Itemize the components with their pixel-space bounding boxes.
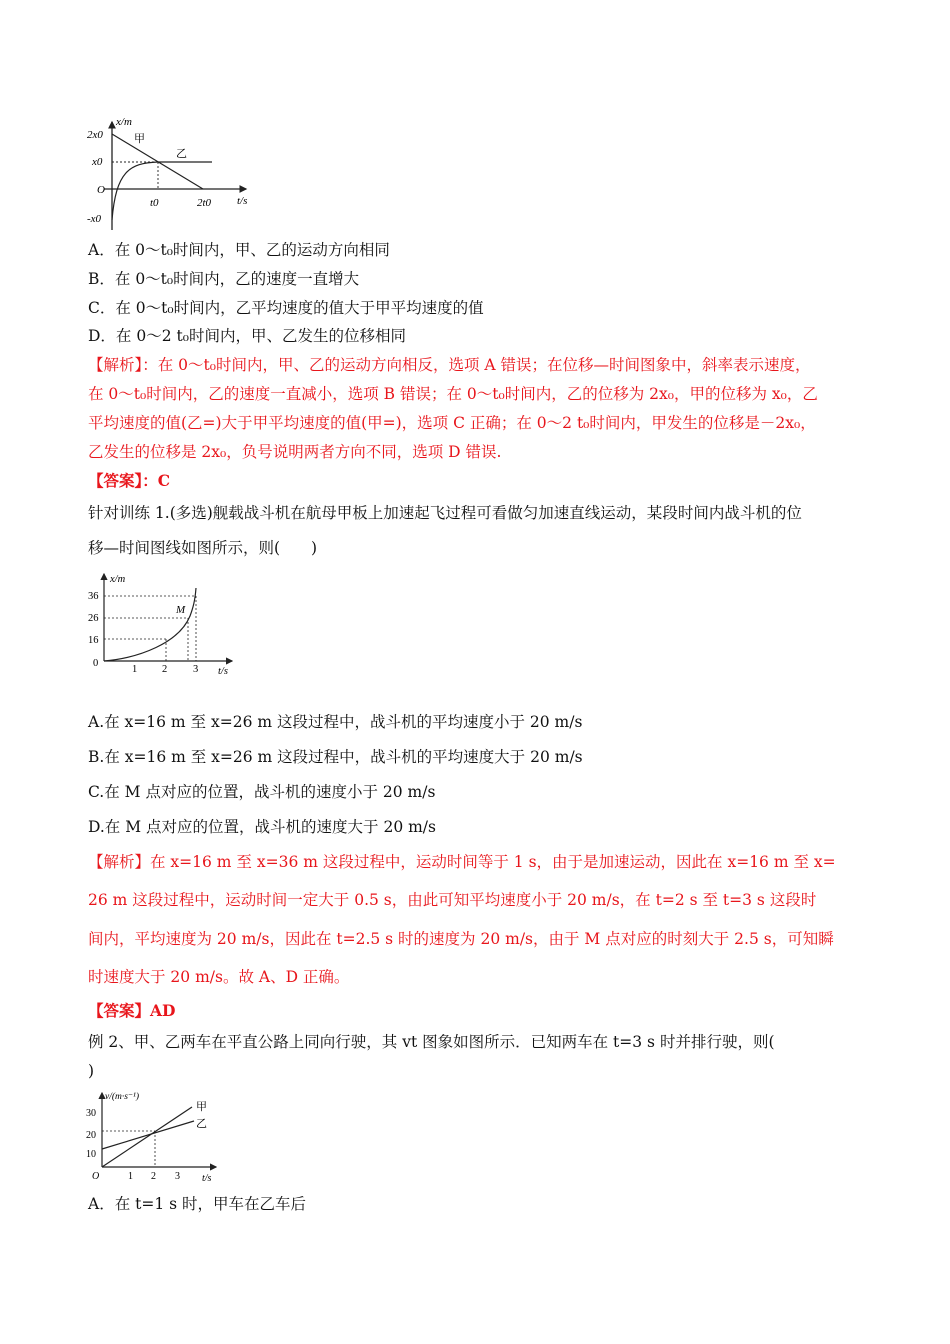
tick-2: 2 (151, 1171, 156, 1182)
tick-1: 1 (132, 664, 138, 675)
tick-0: 0 (93, 658, 99, 669)
q1-analysis-line-4: 乙发生的位移是 2x₀，负号说明两者方向不同，选项 D 错误. (88, 443, 502, 461)
line-jia (102, 1107, 192, 1167)
tick-2t0: 2t0 (197, 197, 212, 209)
tick-1: 1 (128, 1171, 133, 1182)
q1-analysis-line-3: 平均速度的值(乙=)大于甲平均速度的值(甲=)，选项 C 正确；在 0～2 t₀时间内，甲发生的位移是－2x₀， (88, 414, 816, 432)
tick-x0: x0 (92, 156, 103, 168)
tick-16: 16 (88, 635, 99, 646)
q2-analysis-line-4: 时速度大于 20 m/s。故 A、D 正确。 (88, 968, 350, 986)
x-axis-label: t/s (202, 1173, 212, 1184)
tick-neg-x0: -x0 (87, 213, 102, 225)
tick-t0: t0 (150, 197, 159, 209)
tick-origin: O (92, 1171, 100, 1182)
tick-30: 30 (86, 1108, 96, 1119)
q1-option-d: D．在 0～2 t₀时间内，甲、乙发生的位移相同 (88, 327, 406, 345)
label-jia: 甲 (196, 1101, 207, 1113)
tick-10: 10 (86, 1149, 96, 1160)
tick-3: 3 (175, 1171, 180, 1182)
q2-analysis-line-1: 【解析】在 x=16 m 至 x=36 m 这段过程中，运动时间等于 1 s，由于是加速运动，因此在 x=16 m 至 x= (88, 853, 836, 871)
q3-option-a: A．在 t=1 s 时，甲车在乙车后 (88, 1195, 307, 1213)
q1-analysis-line-2: 在 0～t₀时间内，乙的速度一直减小，选项 B 错误；在 0～t₀时间内，乙的位移为 2x₀，甲的位移为 x₀，乙 (88, 385, 818, 403)
q1-answer: 【答案】：C (88, 471, 171, 490)
tick-36: 36 (88, 591, 99, 602)
tick-2: 2 (162, 664, 168, 675)
q2-option-a: A.在 x=16 m 至 x=26 m 这段过程中，战斗机的平均速度小于 20 m/s (88, 713, 583, 731)
label-jia: 甲 (134, 133, 145, 145)
curve-x-t (104, 588, 196, 661)
y-axis-label: x/m (110, 574, 126, 585)
q2-analysis-line-3: 间内，平均速度为 20 m/s，因此在 t=2.5 s 时的速度为 20 m/s，由于 M 点对应的时刻大于 2.5 s，可知瞬 (88, 930, 834, 948)
q1-option-c: C．在 0～t₀时间内，乙平均速度的值大于甲平均速度的值 (88, 299, 484, 317)
x-axis-label: t/s (237, 195, 248, 207)
q3-stem-line-2: ) (88, 1062, 95, 1080)
figure-xt-graph-1 (84, 112, 264, 238)
q1-option-a: A．在 0～t₀时间内，甲、乙的运动方向相同 (88, 241, 390, 259)
label-point-m: M (176, 604, 186, 616)
tick-origin: O (97, 184, 105, 196)
q2-stem-line-2: 移—时间图线如图所示，则( ) (88, 539, 318, 557)
y-axis-label: x/m (116, 116, 132, 128)
q1-option-b: B．在 0～t₀时间内，乙的速度一直增大 (88, 270, 360, 288)
tick-3: 3 (193, 664, 199, 675)
y-axis-label: v/(m·s⁻¹) (105, 1092, 139, 1102)
figure-xt-graph-2 (84, 568, 244, 680)
q3-stem-line-1: 例 2、甲、乙两车在平直公路上同向行驶，其 vt 图象如图所示．已知两车在 t=3 s 时并排行驶，则( (88, 1033, 775, 1051)
q2-analysis-line-2: 26 m 这段过程中，运动时间一定大于 0.5 s，由此可知平均速度小于 20 m/s，在 t=2 s 至 t=3 s 这段时 (88, 891, 817, 909)
q2-answer: 【答案】AD (88, 1001, 176, 1020)
tick-26: 26 (88, 613, 99, 624)
tick-2x0: 2x0 (87, 129, 103, 141)
q1-analysis-line-1: 【解析】：在 0～t₀时间内，甲、乙的运动方向相反，选项 A 错误；在位移—时间图象中，斜率表示速度， (88, 356, 811, 374)
label-yi: 乙 (196, 1118, 207, 1130)
curve-yi (112, 162, 212, 220)
figure-vt-graph (84, 1089, 234, 1191)
x-axis-label: t/s (218, 666, 228, 677)
q2-option-b: B.在 x=16 m 至 x=26 m 这段过程中，战斗机的平均速度大于 20 m/s (88, 748, 583, 766)
q2-option-c: C.在 M 点对应的位置，战斗机的速度小于 20 m/s (88, 783, 436, 801)
tick-20: 20 (86, 1130, 96, 1141)
q2-option-d: D.在 M 点对应的位置，战斗机的速度大于 20 m/s (88, 818, 436, 836)
q2-stem-line-1: 针对训练 1.(多选)舰载战斗机在航母甲板上加速起飞过程可看做匀加速直线运动，某段时间内战斗机的位 (88, 504, 802, 522)
line-yi (102, 1121, 194, 1149)
label-yi: 乙 (176, 148, 187, 160)
